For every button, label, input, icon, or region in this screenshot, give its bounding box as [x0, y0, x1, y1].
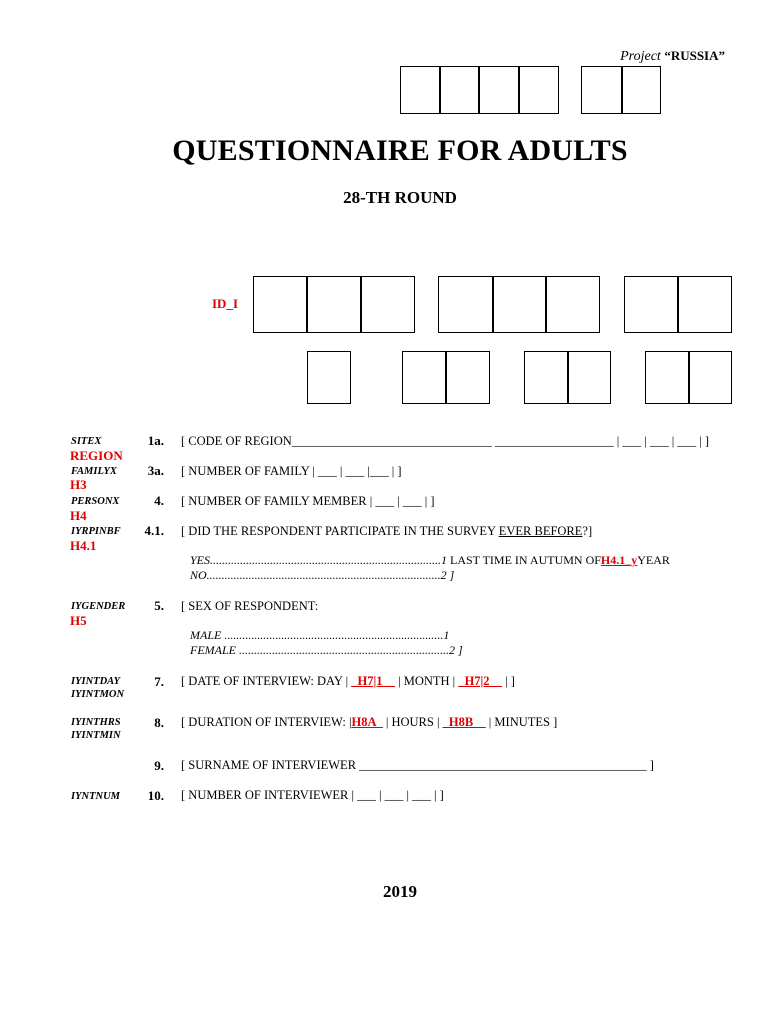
- project-word: Project: [620, 49, 661, 64]
- id-label: ID_I: [212, 296, 239, 311]
- code-box[interactable]: [621, 66, 661, 114]
- question-text: [ SEX OF RESPONDENT:: [181, 599, 319, 613]
- question-text-part: | ]: [502, 674, 515, 688]
- question-text-part: | MINUTES ]: [485, 715, 558, 729]
- question-number: 3a.: [147, 463, 164, 478]
- question-number: 9.: [154, 758, 164, 773]
- variable-label: FAMILYX: [71, 466, 117, 477]
- answer-no[interactable]: NO..............................................................................2 ]: [190, 568, 455, 582]
- id-box[interactable]: [677, 276, 732, 333]
- code-box[interactable]: [400, 66, 441, 114]
- hours-value[interactable]: H8A_: [351, 715, 383, 729]
- variable-label: IYINTHRS: [71, 717, 121, 728]
- question-number: 5.: [154, 598, 164, 613]
- question-number: 4.1.: [144, 523, 164, 538]
- id-box[interactable]: [524, 351, 569, 404]
- answer-male[interactable]: MALE .........................................................................1: [190, 628, 450, 642]
- variable-code: H5: [70, 613, 87, 628]
- id-box[interactable]: [306, 276, 362, 333]
- day-value[interactable]: _H7|1__: [351, 674, 395, 688]
- question-text: [181, 524, 592, 539]
- variable-label: IYRPINBF: [71, 526, 121, 537]
- question-number: 4.: [154, 493, 164, 508]
- question-number: 1a.: [147, 433, 164, 448]
- page-title: QUESTIONNAIRE FOR ADULTS: [172, 134, 628, 167]
- question-text: [181, 715, 557, 730]
- project-name: “RUSSIA”: [664, 48, 725, 63]
- question-text: [181, 674, 515, 689]
- id-box[interactable]: [253, 276, 308, 333]
- question-text: [ SURNAME OF INTERVIEWER ______________________________________________ ]: [181, 758, 654, 772]
- id-box[interactable]: [567, 351, 611, 404]
- question-text-part: [ DURATION OF INTERVIEW: |: [181, 715, 352, 729]
- answer-female[interactable]: FEMALE ......................................................................2 ]: [190, 643, 463, 657]
- id-box[interactable]: [360, 276, 415, 333]
- question-text-part: [ DATE OF INTERVIEW: DAY |: [181, 674, 352, 688]
- code-box[interactable]: [518, 66, 559, 114]
- variable-code: REGION: [70, 448, 123, 463]
- id-box[interactable]: [645, 351, 690, 404]
- id-box[interactable]: [438, 276, 494, 333]
- last-time-value[interactable]: H4.1_y: [600, 553, 638, 567]
- variable-label: IYNTNUM: [71, 791, 120, 802]
- variable-label: IYINTMON: [71, 689, 125, 700]
- code-box[interactable]: [581, 66, 623, 114]
- variable-label: SITEX: [71, 436, 102, 447]
- id-box[interactable]: [624, 276, 679, 333]
- last-time-label: LAST TIME IN AUTUMN OF: [450, 553, 601, 567]
- variable-label: PERSONX: [71, 496, 120, 507]
- question-number: 7.: [154, 674, 164, 689]
- year-word: YEAR: [637, 553, 670, 567]
- question-number: 10.: [147, 788, 164, 803]
- variable-label: IYINTMIN: [71, 730, 121, 741]
- code-box[interactable]: [478, 66, 520, 114]
- question-text-part: | HOURS |: [382, 715, 443, 729]
- answer-yes-row: [190, 553, 670, 568]
- round-subtitle: 28-TH ROUND: [343, 188, 457, 207]
- minutes-value[interactable]: _H8B__: [442, 715, 486, 729]
- project-label: [560, 48, 725, 65]
- month-value[interactable]: _H7|2__: [458, 674, 503, 688]
- question-text-part: | MONTH |: [394, 674, 459, 688]
- variable-label: IYGENDER: [71, 601, 126, 612]
- question-text: [ NUMBER OF FAMILY MEMBER | ___ | ___ | ]: [181, 494, 435, 508]
- question-text-part: ?]: [582, 524, 593, 538]
- question-text: [ CODE OF REGION________________________________ ___________________ | ___ | ___ | ___ | ]: [181, 434, 710, 448]
- id-box[interactable]: [492, 276, 547, 333]
- question-text-emphasis: EVER BEFORE: [498, 524, 583, 538]
- code-box[interactable]: [439, 66, 480, 114]
- question-text: [ NUMBER OF INTERVIEWER | ___ | ___ | ___ | ]: [181, 788, 444, 802]
- survey-year: 2019: [383, 882, 417, 901]
- question-number: 8.: [154, 715, 164, 730]
- question-text-part: [ DID THE RESPONDENT PARTICIPATE IN THE SURVEY: [181, 524, 499, 538]
- id-box[interactable]: [402, 351, 447, 404]
- id-box[interactable]: [545, 276, 600, 333]
- id-box[interactable]: [445, 351, 490, 404]
- id-box[interactable]: [307, 351, 351, 404]
- id-box[interactable]: [688, 351, 732, 404]
- variable-code: H4: [70, 508, 87, 523]
- answer-yes[interactable]: YES.............................................................................1: [190, 553, 448, 567]
- variable-label: IYINTDAY: [71, 676, 121, 687]
- variable-code: H3: [70, 477, 87, 492]
- question-text: [ NUMBER OF FAMILY | ___ | ___ |___ | ]: [181, 464, 402, 478]
- variable-code: H4.1: [70, 538, 97, 553]
